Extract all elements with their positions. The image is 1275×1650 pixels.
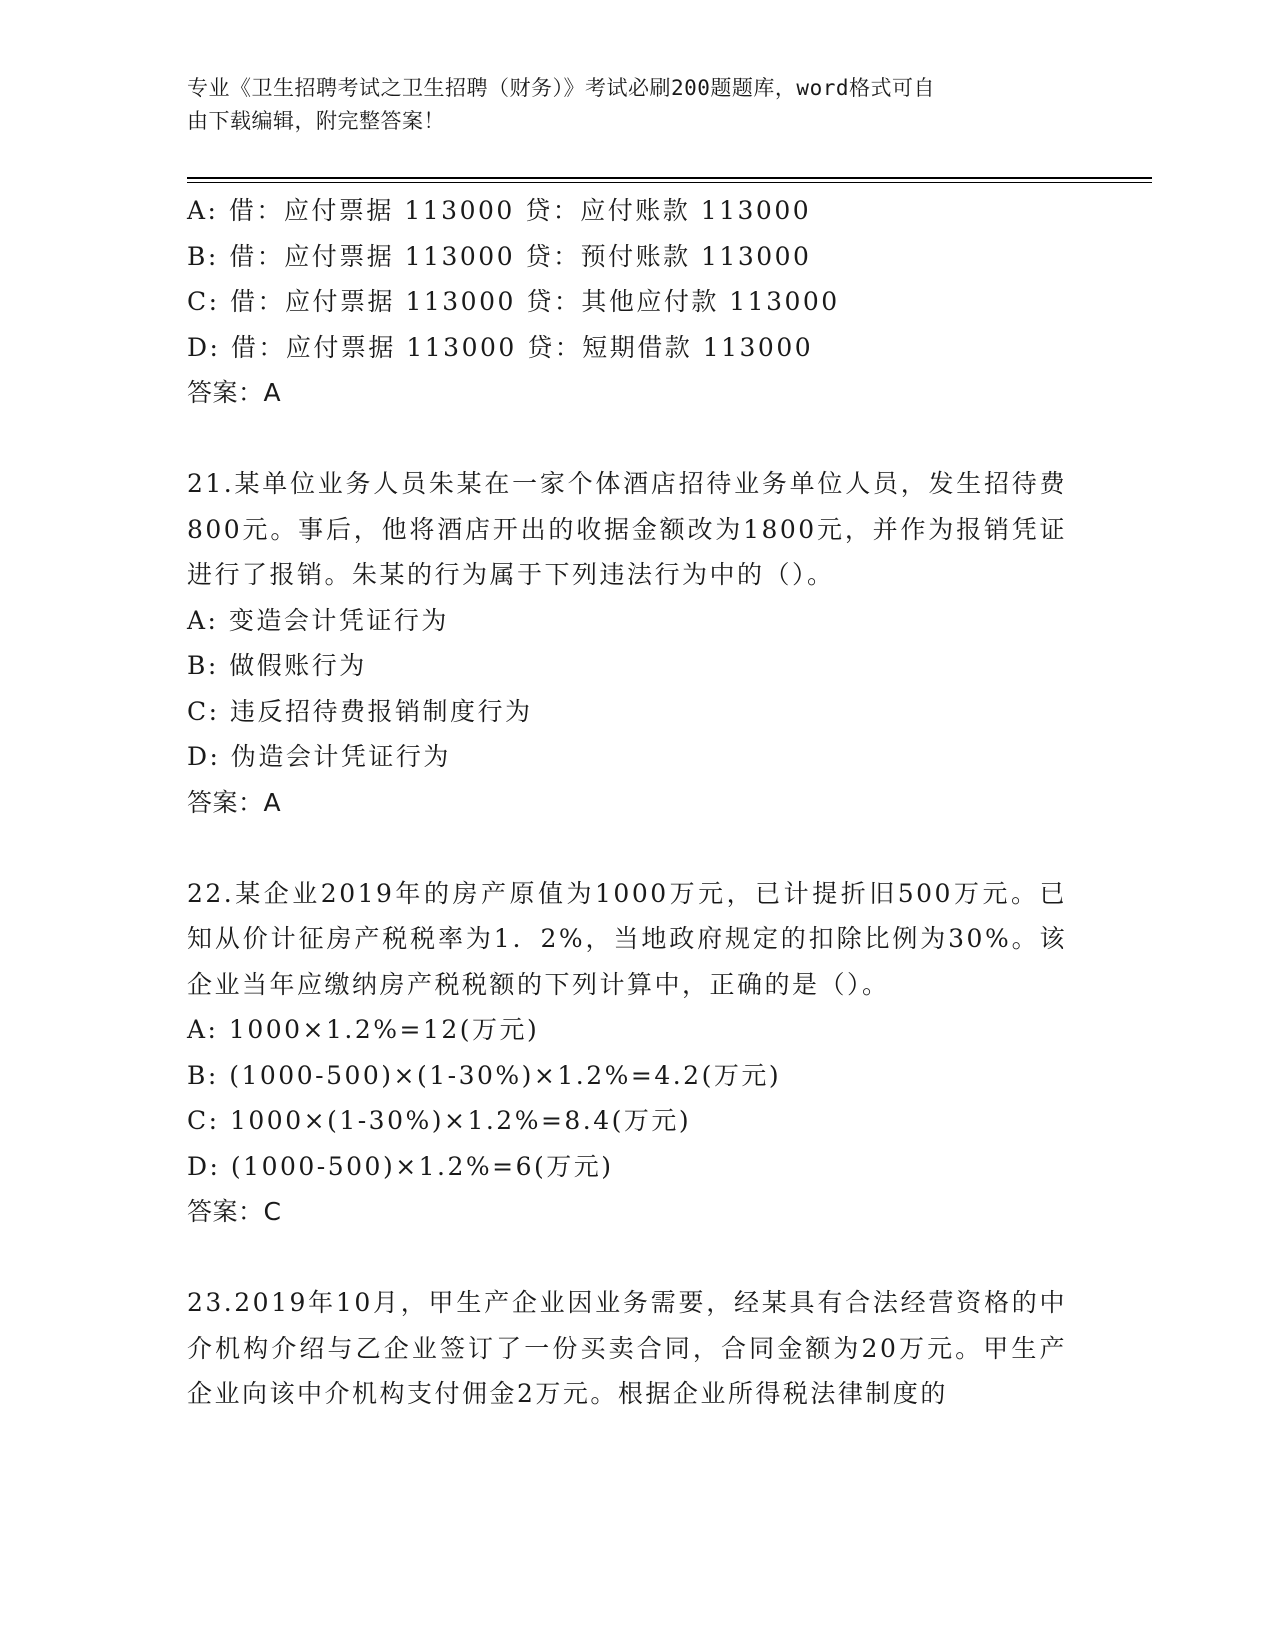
question-20-option-a: A: 借：应付票据 113000 贷：应付账款 113000 <box>187 196 812 225</box>
question-22-option-a: A: 1000×1.2%=12(万元) <box>187 1015 540 1044</box>
question-20-option-c: C: 借：应付票据 113000 贷：其他应付款 113000 <box>187 287 840 316</box>
question-22-option-d: D: (1000-500)×1.2%=6(万元) <box>187 1151 614 1181</box>
header-rule-thick <box>187 177 1152 179</box>
question-21-option-a: A: 变造会计凭证行为 <box>187 605 449 635</box>
question-21-option-c: C: 违反招待费报销制度行为 <box>187 696 533 726</box>
question-21-block <box>187 461 1067 825</box>
question-20-option-d: D: 借：应付票据 113000 贷：短期借款 113000 <box>187 332 814 362</box>
question-20-block <box>187 188 1067 416</box>
question-22-stem: 22.某企业2019年的房产原值为1000万元，已计提折旧500万元。已知从价计征房产税税率为1．2%，当地政府规定的扣除比例为30%。该企业当年应缴纳房产税税额的下列计算中，正确的是（）。 <box>187 878 1067 999</box>
question-20-option-b: B: 借：应付票据 113000 贷：预付账款 113000 <box>187 241 812 271</box>
document-header <box>187 72 1067 138</box>
question-20-answer: 答案：A <box>187 378 282 407</box>
question-22-option-b: B: (1000-500)×(1-30%)×1.2%=4.2(万元) <box>187 1060 782 1090</box>
question-23-stem: 23.2019年10月，甲生产企业因业务需要，经某具有合法经营资格的中介机构介绍与乙企业签订了一份买卖合同，合同金额为20万元。甲生产企业向该中介机构支付佣金2万元。根据企业所得税法律制度的 <box>187 1288 1067 1408</box>
question-list <box>187 188 1067 1417</box>
question-22-block <box>187 871 1067 1235</box>
question-22-option-c: C: 1000×(1-30%)×1.2%=8.4(万元) <box>187 1106 692 1135</box>
header-line-2: 由下载编辑，附完整答案！ <box>187 109 445 133</box>
header-line-1: 专业《卫生招聘考试之卫生招聘（财务）》考试必刷200题题库，word格式可自 <box>187 76 935 100</box>
question-21-answer: 答案：A <box>187 787 282 817</box>
question-23-block <box>187 1280 1067 1417</box>
spacer <box>187 416 1067 462</box>
question-22-answer: 答案：C <box>187 1197 282 1226</box>
question-21-stem: 21.某单位业务人员朱某在一家个体酒店招待业务单位人员，发生招待费800元。事后，他将酒店开出的收据金额改为1800元，并作为报销凭证进行了报销。朱某的行为属于下列违法行为中的（）。 <box>187 469 1067 589</box>
spacer <box>187 825 1067 871</box>
spacer <box>187 1235 1067 1281</box>
header-rule-thin <box>187 182 1152 183</box>
question-21-option-d: D: 伪造会计凭证行为 <box>187 742 451 771</box>
question-21-option-b: B: 做假账行为 <box>187 651 367 680</box>
